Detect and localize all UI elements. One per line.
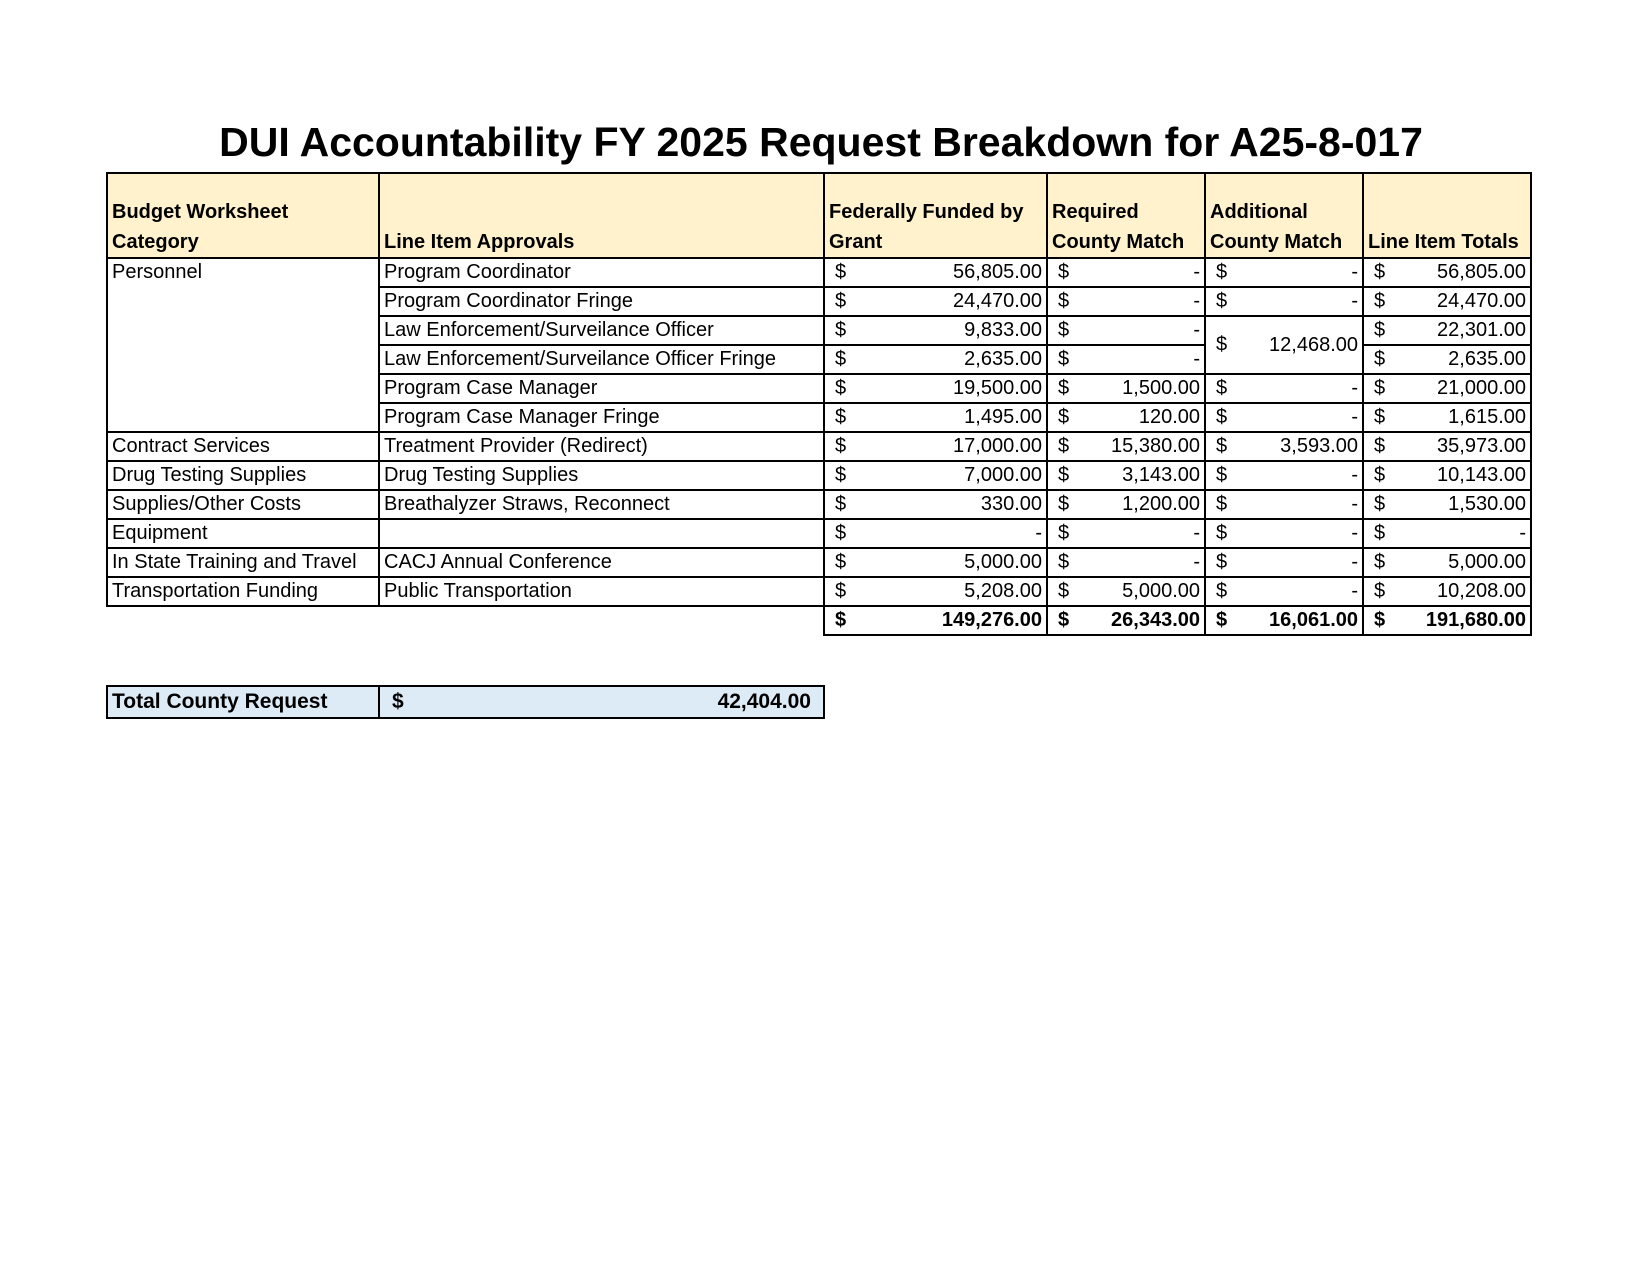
required-match-cell xyxy=(1047,316,1205,345)
grand-total-cell xyxy=(1363,606,1531,635)
federal-cell xyxy=(824,548,1047,577)
line-item-cell: Program Coordinator xyxy=(379,258,824,287)
currency-symbol: $ xyxy=(1058,609,1070,631)
required-match-cell xyxy=(1047,490,1205,519)
additional-match-cell xyxy=(1205,548,1363,577)
amount: - xyxy=(1351,406,1358,428)
currency-symbol: $ xyxy=(1058,377,1070,399)
currency-symbol: $ xyxy=(835,551,847,573)
total-required-cell xyxy=(1047,606,1205,635)
amount: 9,833.00 xyxy=(964,319,1042,341)
county-request-label: Total County Request xyxy=(107,686,379,718)
header-category: Budget Worksheet Category xyxy=(107,173,379,258)
federal-cell xyxy=(824,490,1047,519)
line-item-cell: Program Case Manager xyxy=(379,374,824,403)
additional-match-cell xyxy=(1205,432,1363,461)
line-item-cell: Program Case Manager Fringe xyxy=(379,403,824,432)
currency-symbol: $ xyxy=(1058,319,1070,341)
table-row xyxy=(107,548,1531,577)
line-total-cell xyxy=(1363,374,1531,403)
amount: - xyxy=(1193,551,1200,573)
table-row xyxy=(107,258,1531,287)
currency-symbol: $ xyxy=(1216,406,1228,428)
amount: - xyxy=(1193,348,1200,370)
amount: 26,343.00 xyxy=(1111,609,1200,631)
amount: 22,301.00 xyxy=(1437,319,1526,341)
amount: 1,495.00 xyxy=(964,406,1042,428)
additional-match-cell xyxy=(1205,577,1363,606)
required-match-cell xyxy=(1047,287,1205,316)
currency-symbol: $ xyxy=(835,609,847,631)
additional-match-cell xyxy=(1205,490,1363,519)
line-item-cell: Breathalyzer Straws, Reconnect xyxy=(379,490,824,519)
federal-cell xyxy=(824,432,1047,461)
currency-symbol: $ xyxy=(1374,609,1386,631)
line-item-cell: Public Transportation xyxy=(379,577,824,606)
amount: - xyxy=(1351,290,1358,312)
required-match-cell xyxy=(1047,548,1205,577)
header-row xyxy=(107,173,1531,258)
amount: 1,500.00 xyxy=(1122,377,1200,399)
header-additional-match: Additional County Match xyxy=(1205,173,1363,258)
header-federal: Federally Funded by Grant xyxy=(824,173,1047,258)
amount: - xyxy=(1519,522,1526,544)
line-total-cell xyxy=(1363,432,1531,461)
amount: 2,635.00 xyxy=(964,348,1042,370)
amount: - xyxy=(1351,551,1358,573)
totals-row xyxy=(107,606,1531,635)
federal-cell xyxy=(824,287,1047,316)
category-cell: Transportation Funding xyxy=(107,577,379,606)
county-request-row xyxy=(107,686,824,718)
currency-symbol: $ xyxy=(1058,551,1070,573)
required-match-cell xyxy=(1047,432,1205,461)
currency-symbol: $ xyxy=(1058,290,1070,312)
federal-cell xyxy=(824,374,1047,403)
header-totals: Line Item Totals xyxy=(1363,173,1531,258)
amount: 191,680.00 xyxy=(1425,609,1526,631)
amount: 35,973.00 xyxy=(1437,435,1526,457)
amount: - xyxy=(1193,522,1200,544)
currency-symbol: $ xyxy=(835,464,847,486)
required-match-cell xyxy=(1047,374,1205,403)
table-row xyxy=(107,577,1531,606)
currency-symbol: $ xyxy=(392,690,404,713)
federal-cell xyxy=(824,519,1047,548)
amount: - xyxy=(1351,522,1358,544)
currency-symbol: $ xyxy=(1374,435,1386,457)
line-item-cell: Law Enforcement/Surveilance Officer xyxy=(379,316,824,345)
category-cell: Supplies/Other Costs xyxy=(107,490,379,519)
currency-symbol: $ xyxy=(1374,493,1386,515)
amount: 2,635.00 xyxy=(1448,348,1526,370)
currency-symbol: $ xyxy=(1374,261,1386,283)
currency-symbol: $ xyxy=(1058,406,1070,428)
amount: - xyxy=(1193,290,1200,312)
required-match-cell xyxy=(1047,403,1205,432)
amount: - xyxy=(1351,377,1358,399)
currency-symbol: $ xyxy=(1216,435,1228,457)
amount: 56,805.00 xyxy=(953,261,1042,283)
amount: 5,000.00 xyxy=(1122,580,1200,602)
amount: 21,000.00 xyxy=(1437,377,1526,399)
currency-symbol: $ xyxy=(835,406,847,428)
amount: - xyxy=(1035,522,1042,544)
currency-symbol: $ xyxy=(1374,580,1386,602)
line-item-cell: Law Enforcement/Surveilance Officer Fringe xyxy=(379,345,824,374)
amount: 149,276.00 xyxy=(941,609,1042,631)
amount: 330.00 xyxy=(980,493,1042,515)
currency-symbol: $ xyxy=(835,261,847,283)
county-request-amount xyxy=(379,686,824,718)
additional-match-cell xyxy=(1205,519,1363,548)
line-item-cell: Treatment Provider (Redirect) xyxy=(379,432,824,461)
currency-symbol: $ xyxy=(1058,435,1070,457)
line-item-cell xyxy=(379,519,824,548)
amount: - xyxy=(1351,261,1358,283)
required-match-cell xyxy=(1047,258,1205,287)
currency-symbol: $ xyxy=(1058,261,1070,283)
category-cell: Contract Services xyxy=(107,432,379,461)
amount: 19,500.00 xyxy=(953,377,1042,399)
category-cell: Equipment xyxy=(107,519,379,548)
currency-symbol: $ xyxy=(835,377,847,399)
line-total-cell xyxy=(1363,258,1531,287)
amount: 5,000.00 xyxy=(964,551,1042,573)
currency-symbol: $ xyxy=(835,493,847,515)
federal-cell xyxy=(824,461,1047,490)
additional-match-cell xyxy=(1205,403,1363,432)
amount: 12,468.00 xyxy=(1269,333,1358,356)
budget-table xyxy=(106,172,1532,636)
amount: 1,530.00 xyxy=(1448,493,1526,515)
currency-symbol: $ xyxy=(1374,551,1386,573)
required-match-cell xyxy=(1047,577,1205,606)
table-row xyxy=(107,461,1531,490)
line-total-cell xyxy=(1363,316,1531,345)
currency-symbol: $ xyxy=(835,290,847,312)
currency-symbol: $ xyxy=(1058,522,1070,544)
additional-match-cell xyxy=(1205,287,1363,316)
federal-cell xyxy=(824,258,1047,287)
currency-symbol: $ xyxy=(1058,348,1070,370)
amount: 24,470.00 xyxy=(953,290,1042,312)
currency-symbol: $ xyxy=(1374,464,1386,486)
additional-match-cell xyxy=(1205,461,1363,490)
amount: 15,380.00 xyxy=(1111,435,1200,457)
amount: 3,593.00 xyxy=(1280,435,1358,457)
line-total-cell xyxy=(1363,287,1531,316)
currency-symbol: $ xyxy=(1216,290,1228,312)
amount: - xyxy=(1351,464,1358,486)
additional-match-cell xyxy=(1205,374,1363,403)
currency-symbol: $ xyxy=(835,348,847,370)
additional-match-cell xyxy=(1205,258,1363,287)
amount: 56,805.00 xyxy=(1437,261,1526,283)
line-item-cell: Drug Testing Supplies xyxy=(379,461,824,490)
federal-cell xyxy=(824,403,1047,432)
line-total-cell xyxy=(1363,490,1531,519)
currency-symbol: $ xyxy=(835,435,847,457)
amount: - xyxy=(1193,319,1200,341)
amount: 16,061.00 xyxy=(1269,609,1358,631)
page-title: DUI Accountability FY 2025 Request Breakdown for A25-8-017 xyxy=(219,119,1423,165)
required-match-cell xyxy=(1047,345,1205,374)
line-total-cell xyxy=(1363,461,1531,490)
required-match-cell xyxy=(1047,519,1205,548)
currency-symbol: $ xyxy=(1216,522,1228,544)
currency-symbol: $ xyxy=(1374,522,1386,544)
amount: 24,470.00 xyxy=(1437,290,1526,312)
line-item-cell: CACJ Annual Conference xyxy=(379,548,824,577)
amount: - xyxy=(1351,493,1358,515)
amount: 120.00 xyxy=(1138,406,1200,428)
header-line-item: Line Item Approvals xyxy=(379,173,824,258)
total-additional-cell xyxy=(1205,606,1363,635)
additional-match-cell xyxy=(1205,316,1363,374)
currency-symbol: $ xyxy=(1374,377,1386,399)
amount: 5,208.00 xyxy=(964,580,1042,602)
amount: 3,143.00 xyxy=(1122,464,1200,486)
line-total-cell xyxy=(1363,519,1531,548)
amount: 42,404.00 xyxy=(717,690,811,713)
amount: 10,208.00 xyxy=(1437,580,1526,602)
county-request-table xyxy=(106,685,825,719)
line-total-cell xyxy=(1363,345,1531,374)
category-cell: Drug Testing Supplies xyxy=(107,461,379,490)
amount: 10,143.00 xyxy=(1437,464,1526,486)
currency-symbol: $ xyxy=(1216,609,1228,631)
federal-cell xyxy=(824,577,1047,606)
category-cell: In State Training and Travel xyxy=(107,548,379,577)
amount: 1,615.00 xyxy=(1448,406,1526,428)
currency-symbol: $ xyxy=(1216,261,1228,283)
currency-symbol: $ xyxy=(1216,493,1228,515)
amount: - xyxy=(1193,261,1200,283)
blank-cell xyxy=(107,606,824,635)
table-row xyxy=(107,490,1531,519)
currency-symbol: $ xyxy=(835,580,847,602)
currency-symbol: $ xyxy=(1216,551,1228,573)
line-item-cell: Program Coordinator Fringe xyxy=(379,287,824,316)
required-match-cell xyxy=(1047,461,1205,490)
currency-symbol: $ xyxy=(1216,464,1228,486)
amount: 17,000.00 xyxy=(953,435,1042,457)
table-row xyxy=(107,432,1531,461)
currency-symbol: $ xyxy=(1374,348,1386,370)
currency-symbol: $ xyxy=(1374,406,1386,428)
line-total-cell xyxy=(1363,403,1531,432)
currency-symbol: $ xyxy=(1058,580,1070,602)
amount: 1,200.00 xyxy=(1122,493,1200,515)
currency-symbol: $ xyxy=(1216,580,1228,602)
currency-symbol: $ xyxy=(1058,493,1070,515)
currency-symbol: $ xyxy=(835,319,847,341)
currency-symbol: $ xyxy=(1058,464,1070,486)
federal-cell xyxy=(824,345,1047,374)
amount: 7,000.00 xyxy=(964,464,1042,486)
category-cell: Personnel xyxy=(107,258,379,432)
total-federal-cell xyxy=(824,606,1047,635)
currency-symbol: $ xyxy=(1374,290,1386,312)
line-total-cell xyxy=(1363,577,1531,606)
currency-symbol: $ xyxy=(1374,319,1386,341)
header-required-match: Required County Match xyxy=(1047,173,1205,258)
line-total-cell xyxy=(1363,548,1531,577)
currency-symbol: $ xyxy=(1216,377,1228,399)
currency-symbol: $ xyxy=(835,522,847,544)
currency-symbol: $ xyxy=(1216,333,1228,356)
amount: - xyxy=(1351,580,1358,602)
federal-cell xyxy=(824,316,1047,345)
table-row xyxy=(107,519,1531,548)
amount: 5,000.00 xyxy=(1448,551,1526,573)
